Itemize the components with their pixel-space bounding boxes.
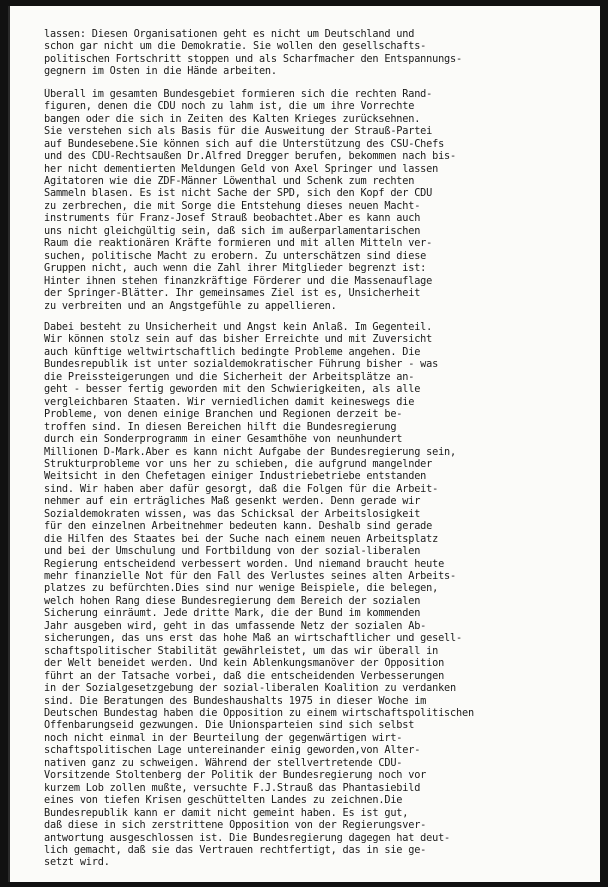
text-line: Bundesrepublik ist unter sozialdemokratischer Führung bisher - was (44, 358, 439, 371)
text-line: die Preissteigerungen und die Sicherheit der Arbeitsplätze an- (44, 370, 415, 383)
text-line: die Hilfen des Staates bei der Suche nach einem neuen Arbeitsplatz (44, 532, 439, 545)
text-line: schon gar nicht um die Demokratie. Sie wollen den gesellschafts- (44, 40, 427, 53)
text-line: Probleme, von denen einige Branchen und Regionen derzeit be- (44, 408, 403, 421)
text-line: zu zerbrechen, die mit Sorge die Entstehung dieses neuen Macht- (44, 199, 421, 212)
paragraph-1 (44, 28, 592, 78)
text-line: Hinter ihnen stehen finanzkräftige Förderer und die Massenauflage (44, 274, 433, 287)
text-line: eines von tiefen Krisen geschüttelten Landes zu zeichnen.Die (44, 794, 403, 807)
text-line: setzt wird. (44, 856, 110, 869)
text-line: in der Sozialgesetzgebung der sozial-liberalen Koalition zu verdanken (44, 682, 457, 695)
text-line: Millionen D-Mark.Aber es kann nicht Aufgabe der Bundesregierung sein, (44, 445, 457, 458)
text-line: gegnern im Osten in die Hände arbeiten. (44, 65, 277, 78)
text-line: Deutschen Bundestag haben die Opposition zu einem wirtschaftspolitischen (44, 707, 474, 720)
text-line: durch ein Sonderprogramm in einer Gesamthöhe von neunhundert (44, 433, 403, 446)
text-line: Raum die reaktionären Kräfte formieren und mit allen Mitteln ver- (44, 237, 433, 250)
text-line: politischen Fortschritt stoppen und als Scharfmacher den Entspannungs- (44, 52, 462, 65)
text-line: und bei der Umschulung und Fortbildung von der sozial-liberalen (44, 545, 421, 558)
text-line: geht - besser fertig geworden mit den Schwierigkeiten, als alle (44, 383, 421, 396)
text-line: lassen: Diesen Organisationen geht es nicht um Deutschland und (44, 28, 415, 40)
text-line: Agitatoren wie die ZDF-Männer Löwenthal und Schenk zum rechten (44, 174, 415, 187)
text-line: Jahr ausgeben wird, geht in das umfassende Netz der sozialen Ab- (44, 619, 427, 632)
text-line: für den einzelnen Arbeitnehmer bedeuten kann. Deshalb sind gerade (44, 520, 433, 533)
text-line: Gruppen nicht, auch wenn die Zahl ihrer Mitglieder begrenzt ist: (44, 262, 427, 275)
text-line: Strukturprobleme vor uns her zu schieben, die aufgrund mangelnder (44, 457, 433, 470)
text-line: figuren, denen die CDU noch zu lahm ist, die um ihre Vorrechte (44, 100, 415, 113)
text-line: und des CDU-Rechtsaußen Dr.Alfred Dregger berufen, bekommen nach bis- (44, 150, 457, 163)
text-line: Sozialdemokraten wissen, was das Schicksal der Arbeitslosigkeit (44, 507, 421, 520)
text-line: noch nicht einmal in der Beurteilung der gegenwärtigen wirt- (44, 731, 403, 744)
text-line: kurzem Lob zollen mußte, versuchte F.J.Strauß das Phantasiebild (44, 781, 421, 794)
text-line: daß diese in sich zerstrittene Opposition von der Regierungsver- (44, 819, 427, 832)
text-line: vergleichbaren Staaten. Wir verniedlichen damit keineswegs die (44, 395, 415, 408)
text-line: schaftspolitischen Lage untereinander einig geworden,von Alter- (44, 744, 421, 757)
text-line: welch hohen Rang diese Bundesregierung dem Bereich der sozialen (44, 594, 421, 607)
text-line: Sammeln blasen. Es ist nicht Sache der SPD, sich den Kopf der CDU (44, 187, 433, 200)
text-line: antwortung ausgeschlossen ist. Die Bundesregierung dagegen hat deut- (44, 831, 451, 844)
text-line: Überall im gesamten Bundesgebiet formieren sich die rechten Rand- (44, 87, 433, 100)
text-line: troffen sind. In diesen Bereichen hilft die Bundesregierung (44, 420, 397, 433)
text-line: sind. Die Beratungen des Bundeshaushalts 1975 in dieser Woche im (44, 694, 427, 707)
text-line: Bundesrepublik kann er damit nicht gemeint haben. Es ist gut, (44, 806, 409, 819)
text-line: der Welt beneidet werden. Und kein Ablenkungsmanöver der Opposition (44, 657, 445, 670)
document-page (8, 6, 600, 882)
text-line: Offenbarungseid gezwungen. Die Unionsparteien sind sich selbst (44, 719, 415, 732)
text-line: Regierung entscheidend verbessert worden. Und niemand braucht heute (44, 557, 445, 570)
text-line: nativen ganz zu schweigen. Während der stellvertretende CDU- (44, 756, 403, 769)
text-line: schaftspolitischer Stabilität gewährleistet, um das wir überall in (44, 644, 439, 657)
text-line: nehmer auf ein erträgliches Maß gesenkt werden. Denn gerade wir (44, 495, 421, 508)
text-line: der Springer-Blätter. Ihr gemeinsames Ziel ist es, Unsicherheit (44, 287, 421, 300)
text-line: Weitsicht in den Chefetagen einiger Industriebetriebe entstanden (44, 470, 427, 483)
text-line: her nicht dementierten Meldungen Geld von Axel Springer und lassen (44, 162, 439, 175)
text-line: platzes zu befürchten.Dies sind nur wenige Beispiele, die belegen, (44, 582, 439, 595)
text-line: auf Bundesebene.Sie können sich auf die Unterstützung des CSU-Chefs (44, 137, 445, 150)
text-line: uns nicht gleichgültig sein, daß sich im außerparlamentarischen (44, 224, 421, 237)
text-line: zu verbreiten und an Angstgefühle zu appellieren. (44, 299, 337, 312)
document-body (44, 28, 592, 869)
paragraph-3 (44, 321, 592, 869)
text-line: bangen oder die sich in Zeiten des Kalten Krieges zurücksehnen. (44, 112, 421, 125)
text-line: mehr finanzielle Not für den Fall des Verlustes seines alten Arbeits- (44, 570, 457, 583)
paragraph-2 (44, 88, 592, 312)
text-line: suchen, politische Macht zu erobern. Zu unterschätzen sind diese (44, 249, 427, 262)
text-line: Sicherung einräumt. Jede dritte Mark, die der Bund im kommenden (44, 607, 421, 620)
text-line: lich gemacht, daß sie das Vertrauen rechtfertigt, das in sie ge- (44, 844, 427, 856)
text-line: sicherungen, das uns erst das hohe Maß an wirtschaftlicher und gesell- (44, 632, 462, 645)
text-line: Dabei besteht zu Unsicherheit und Angst kein Anlaß. Im Gegenteil. (44, 320, 433, 333)
text-line: Wir können stolz sein auf das bisher Erreichte und mit Zuversicht (44, 333, 433, 346)
text-line: führt an der Tatsache vorbei, daß die entscheidenden Verbesserungen (44, 669, 445, 682)
text-line: auch künftige weltwirtschaftlich bedingte Probleme angehen. Die (44, 345, 421, 358)
text-line: instruments für Franz-Josef Strauß beobachtet.Aber es kann auch (44, 212, 421, 225)
text-line: sind. Wir haben aber dafür gesorgt, daß die Folgen für die Arbeit- (44, 482, 439, 495)
text-line: Vorsitzende Stoltenberg der Politik der Bundesregierung noch vor (44, 769, 427, 782)
text-line: Sie verstehen sich als Basis für die Ausweitung der Strauß-Partei (44, 125, 433, 138)
